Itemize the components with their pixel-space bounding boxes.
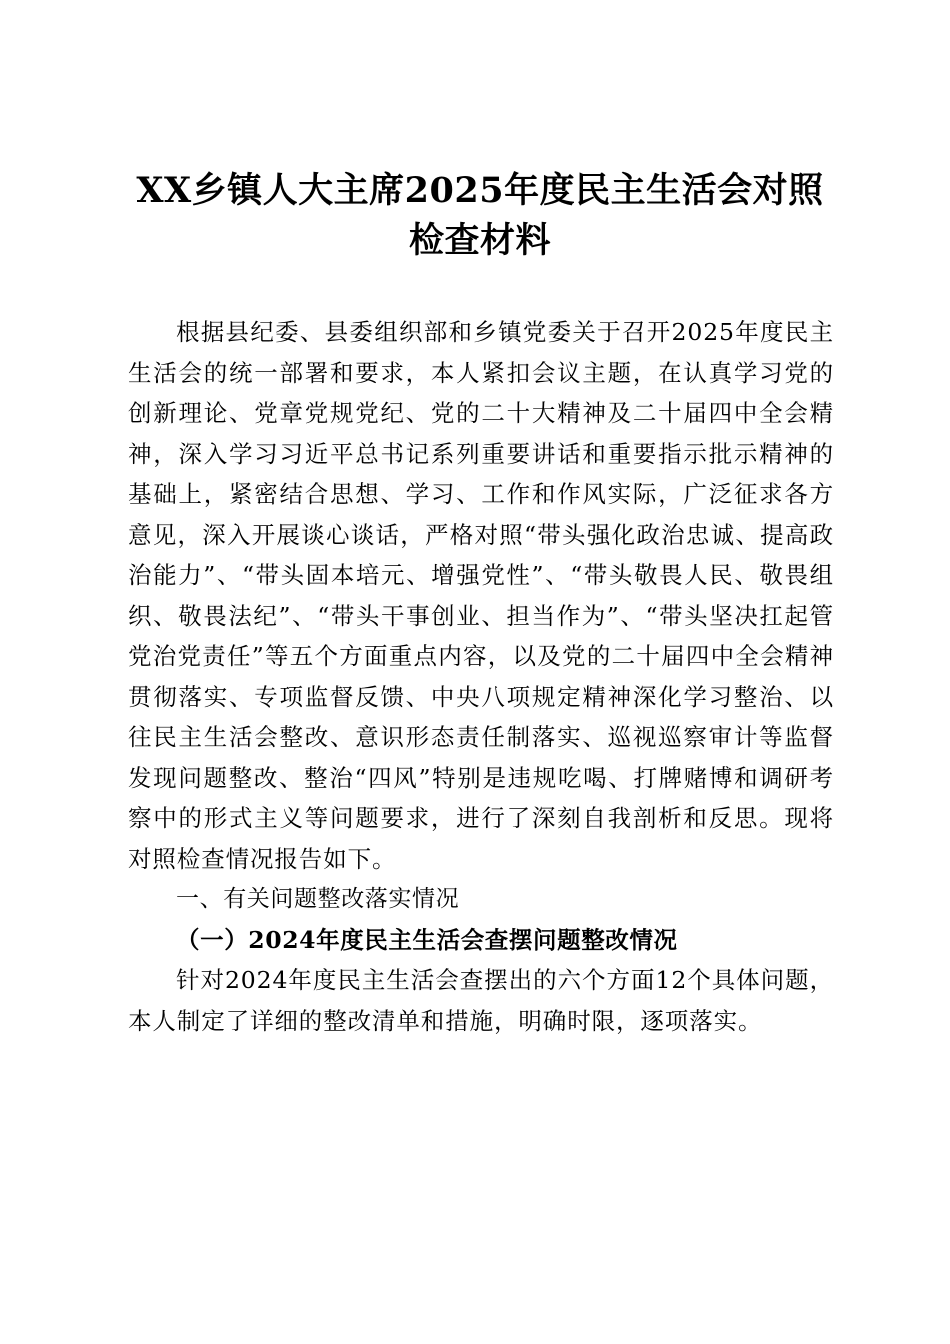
document-title: XX乡镇人大主席2025年度民主生活会对照检查材料 (136, 170, 824, 261)
subsection-paragraph: 针对2024年度民主生活会查摆出的六个方面12个具体问题，本人制定了详细的整改清单和措施，明确时限，逐项落实。 (128, 966, 834, 1035)
intro-paragraph: 根据县纪委、县委组织部和乡镇党委关于召开2025年度民主生活会的统一部署和要求，本人紧扣会议主题，在认真学习党的创新理论、党章党规党纪、党的二十大精神及二十届四中全会精神，深入学习习近平总书记系列重要讲话和重要指示批示精神的基础上，紧密结合思想、学习、工作和作风实际，广泛征求各方意见，深入开展谈心谈话，严格对照“带头强化政治忠诚、提高政治能力”、“带头固本培元、增强党性”、“带头敬畏人民、敬畏组织、敬畏法纪”、“带头干事创业、担当作为”、“带头坚决扛起管党治党责任”等五个方面重点内容，以及党的二十届四中全会精神贯彻落实、专项监督反馈、中央八项规定精神深化学习整治、以往民主生活会整改、意识形态责任制落实、巡视巡察审计等监督发现问题整改、整治“四风”特别是违规吃喝、打牌赌博和调研考察中的形式主义等问题要求，进行了深刻自我剖析和反思。现将对照检查情况报告如下。 (128, 318, 834, 873)
document-body (128, 312, 834, 1041)
section-heading: 一、有关问题整改落实情况 (176, 886, 460, 912)
subsection-heading: （一）2024年度民主生活会查摆问题整改情况 (176, 925, 678, 954)
